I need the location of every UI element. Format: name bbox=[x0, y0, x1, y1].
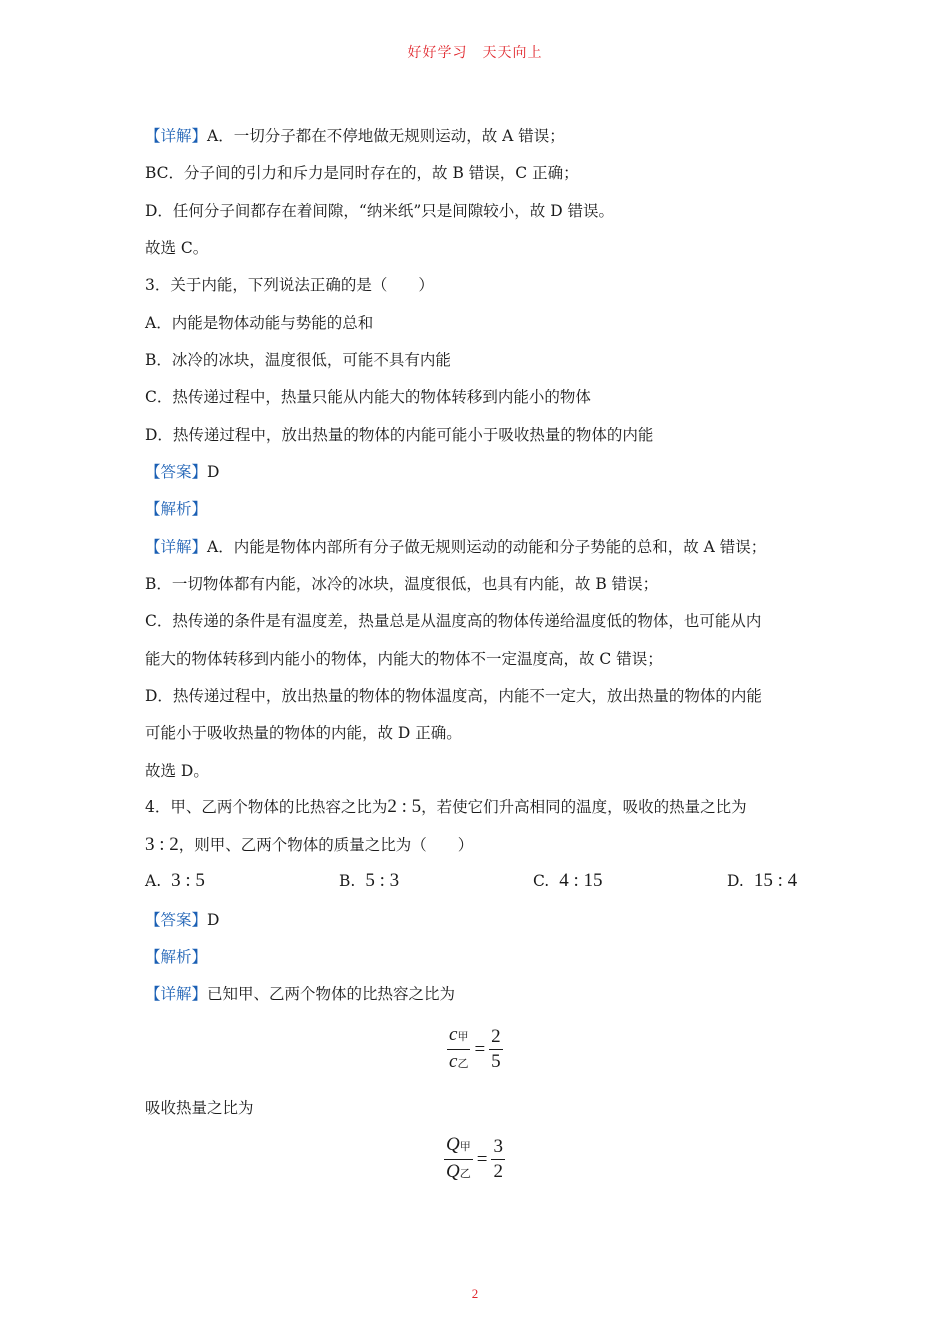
question-3-option-b: B．冰冷的冰块，温度很低，可能不具有内能 bbox=[145, 351, 451, 369]
lhs-numerator: c甲 bbox=[449, 1024, 469, 1045]
page-number: 2 bbox=[471, 1286, 479, 1301]
question-4-detail bbox=[145, 983, 455, 1005]
answer-tag: 【答案】 bbox=[145, 463, 208, 481]
question-3-select: 故选 D。 bbox=[145, 762, 209, 780]
question-4-option-c bbox=[533, 870, 603, 892]
question-3-detail-a bbox=[145, 536, 766, 558]
page-header: 好好学习 天天向上 bbox=[407, 45, 543, 61]
detail-line-3: D．任何分子间都存在着间隙，“纳米纸”只是间隙较小，故 D 错误。 bbox=[145, 202, 615, 220]
detail-line-1 bbox=[145, 125, 565, 147]
lhs-fraction bbox=[444, 1133, 473, 1186]
question-3-detail-d2: 可能小于吸收热量的物体的内能，故 D 正确。 bbox=[145, 724, 462, 742]
detail-text: 已知甲、乙两个物体的比热容之比为 bbox=[207, 985, 456, 1003]
ratio-value: 2 : 5 bbox=[387, 796, 422, 817]
detail-tag: 【详解】 bbox=[145, 985, 208, 1003]
question-4-stem-1 bbox=[145, 796, 747, 818]
question-3-detail-d1: D．热传递过程中，放出热量的物体的物体温度高，内能不一定大，放出热量的物体的内能 bbox=[145, 687, 762, 705]
lhs-fraction bbox=[447, 1023, 470, 1076]
lhs-denominator: c乙 bbox=[449, 1051, 469, 1072]
question-4-option-d bbox=[727, 870, 797, 892]
answer-value: D bbox=[207, 463, 220, 481]
question-4-answer bbox=[145, 909, 219, 931]
answer-tag: 【答案】 bbox=[145, 911, 208, 929]
option-value: 4 : 15 bbox=[559, 870, 603, 891]
question-3-option-d: D．热传递过程中，放出热量的物体的内能可能小于吸收热量的物体的内能 bbox=[145, 426, 654, 444]
detail-text: A．内能是物体内部所有分子做无规则运动的动能和分子势能的总和，故 A 错误； bbox=[207, 538, 767, 556]
option-label: C. bbox=[533, 872, 550, 890]
specific-heat-ratio-formula bbox=[447, 1023, 503, 1076]
option-value: 3 : 5 bbox=[171, 870, 205, 891]
answer-value: D bbox=[207, 911, 220, 929]
question-3-stem: 3．关于内能，下列说法正确的是（ ） bbox=[145, 276, 434, 294]
equals-sign: = bbox=[474, 1038, 486, 1060]
detail-text: A．一切分子都在不停地做无规则运动，故 A 错误； bbox=[207, 127, 565, 145]
rhs-numerator: 3 bbox=[493, 1136, 503, 1157]
option-label: A. bbox=[145, 872, 162, 890]
analysis-tag: 【解析】 bbox=[145, 948, 208, 966]
stem-text: ，若使它们升高相同的温度，吸收的热量之比为 bbox=[421, 798, 747, 816]
heat-ratio-line: 吸收热量之比为 bbox=[145, 1099, 254, 1117]
question-4-option-a bbox=[145, 870, 205, 892]
option-label: B. bbox=[339, 872, 356, 890]
rhs-fraction bbox=[489, 1025, 503, 1074]
lhs-denominator: Q乙 bbox=[446, 1161, 471, 1182]
option-value: 15 : 4 bbox=[753, 870, 798, 891]
question-3-detail-c2: 能大的物体转移到内能小的物体，内能大的物体不一定温度高，故 C 错误； bbox=[145, 650, 663, 668]
question-3-option-c: C．热传递过程中，热量只能从内能大的物体转移到内能小的物体 bbox=[145, 388, 591, 406]
rhs-numerator: 2 bbox=[491, 1026, 501, 1047]
rhs-denominator: 5 bbox=[491, 1051, 501, 1072]
ratio-value: 3 : 2 bbox=[145, 834, 179, 855]
detail-line-2: BC．分子间的引力和斥力是同时存在的，故 B 错误，C 正确； bbox=[145, 164, 579, 182]
analysis-tag: 【解析】 bbox=[145, 500, 208, 518]
heat-ratio-formula bbox=[444, 1133, 505, 1186]
stem-text: 4．甲、乙两个物体的比热容之比为 bbox=[145, 798, 388, 816]
question-3-answer bbox=[145, 461, 219, 483]
select-line: 故选 C。 bbox=[145, 239, 209, 257]
question-3-analysis bbox=[145, 498, 207, 520]
option-value: 5 : 3 bbox=[365, 870, 400, 891]
option-label: D. bbox=[727, 872, 744, 890]
rhs-fraction bbox=[491, 1135, 505, 1184]
equals-sign: = bbox=[476, 1148, 488, 1170]
question-4-stem-2 bbox=[145, 834, 473, 856]
question-3-detail-b: B．一切物体都有内能，冰冷的冰块，温度很低，也具有内能，故 B 错误； bbox=[145, 575, 659, 593]
lhs-numerator: Q甲 bbox=[446, 1134, 471, 1155]
question-3-detail-c1: C．热传递的条件是有温度差，热量总是从温度高的物体传递给温度低的物体，也可能从内 bbox=[145, 612, 762, 630]
question-3-option-a: A．内能是物体动能与势能的总和 bbox=[145, 314, 374, 332]
detail-tag: 【详解】 bbox=[145, 127, 208, 145]
detail-tag: 【详解】 bbox=[145, 538, 208, 556]
stem-text: ，则甲、乙两个物体的质量之比为（ ） bbox=[178, 836, 474, 854]
question-4-analysis bbox=[145, 946, 207, 968]
rhs-denominator: 2 bbox=[493, 1161, 503, 1182]
question-4-option-b bbox=[339, 870, 399, 892]
